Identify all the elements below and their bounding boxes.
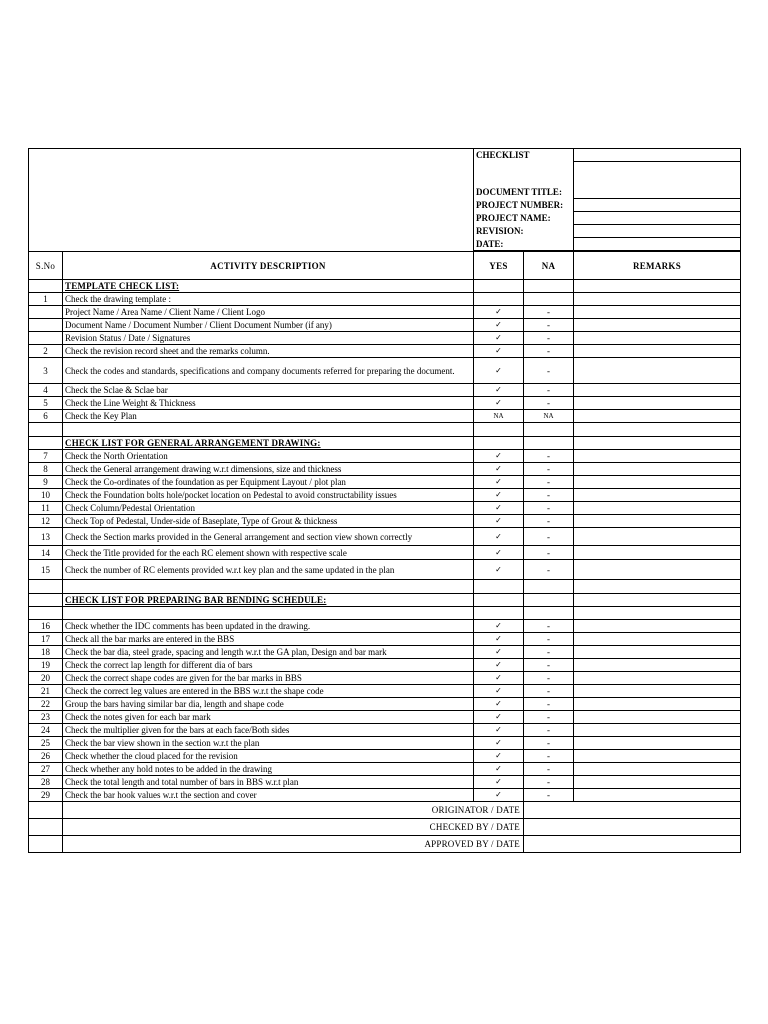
row-activity-text: Check the Sclae & Sclae bar bbox=[63, 384, 474, 397]
blank-cell bbox=[29, 607, 63, 620]
checklist-row bbox=[29, 750, 741, 763]
row-remarks-cell[interactable] bbox=[574, 646, 741, 659]
section-title: TEMPLATE CHECK LIST: bbox=[63, 280, 474, 293]
row-activity-text: Revision Status / Date / Signatures bbox=[63, 332, 474, 345]
checklist-row bbox=[29, 515, 741, 528]
blank-cell bbox=[524, 580, 574, 594]
row-yes-cell[interactable]: ✓ bbox=[474, 397, 524, 410]
checked-by-date-value[interactable] bbox=[524, 819, 741, 836]
row-yes-cell[interactable]: ✓ bbox=[474, 450, 524, 463]
row-yes-cell[interactable]: ✓ bbox=[474, 528, 524, 546]
col-yes-header: YES bbox=[474, 252, 524, 280]
section-title-row bbox=[29, 594, 741, 607]
date-value[interactable] bbox=[574, 238, 741, 251]
row-activity-text: Check the Title provided for the each RC element shown with respective scale bbox=[63, 546, 474, 560]
blank-cell bbox=[574, 594, 741, 607]
checklist-row bbox=[29, 293, 741, 306]
row-activity-text: Check whether the cloud placed for the revision bbox=[63, 750, 474, 763]
row-remarks-cell[interactable] bbox=[574, 711, 741, 724]
row-yes-cell[interactable]: ✓ bbox=[474, 776, 524, 789]
row-serial-number: 27 bbox=[29, 763, 63, 776]
row-na-cell[interactable]: - bbox=[524, 397, 574, 410]
section-title: CHECK LIST FOR PREPARING BAR BENDING SCHEDULE: bbox=[63, 594, 474, 607]
row-yes-cell[interactable]: ✓ bbox=[474, 763, 524, 776]
row-serial-number: 15 bbox=[29, 560, 63, 580]
checklist-row bbox=[29, 633, 741, 646]
row-na-cell[interactable]: - bbox=[524, 319, 574, 332]
row-na-cell[interactable]: - bbox=[524, 528, 574, 546]
row-yes-cell[interactable]: ✓ bbox=[474, 546, 524, 560]
row-yes-cell[interactable]: ✓ bbox=[474, 476, 524, 489]
checklist-row bbox=[29, 345, 741, 358]
checklist-row bbox=[29, 476, 741, 489]
signoff-row-approved bbox=[29, 836, 741, 853]
checklist-row bbox=[29, 450, 741, 463]
row-yes-cell[interactable]: ✓ bbox=[474, 620, 524, 633]
blank-cell bbox=[524, 423, 574, 437]
blank-cell bbox=[574, 437, 741, 450]
row-remarks-cell[interactable] bbox=[574, 724, 741, 737]
blank-cell bbox=[63, 607, 474, 620]
row-na-cell[interactable]: - bbox=[524, 463, 574, 476]
blank-cell bbox=[474, 437, 524, 450]
row-na-cell[interactable]: - bbox=[524, 384, 574, 397]
row-yes-cell[interactable]: ✓ bbox=[474, 332, 524, 345]
row-remarks-cell[interactable] bbox=[574, 306, 741, 319]
spacer-row bbox=[29, 423, 741, 437]
row-activity-text: Check all the bar marks are entered in the BBS bbox=[63, 633, 474, 646]
row-na-cell[interactable]: - bbox=[524, 476, 574, 489]
row-serial-number: 16 bbox=[29, 620, 63, 633]
row-na-cell[interactable]: - bbox=[524, 332, 574, 345]
checklist-row bbox=[29, 620, 741, 633]
checklist-row bbox=[29, 384, 741, 397]
row-remarks-cell[interactable] bbox=[574, 410, 741, 423]
row-na-cell[interactable]: - bbox=[524, 698, 574, 711]
header-row-checklist bbox=[29, 149, 741, 162]
row-na-cell[interactable]: - bbox=[524, 724, 574, 737]
row-remarks-cell[interactable] bbox=[574, 546, 741, 560]
row-yes-cell[interactable]: ✓ bbox=[474, 685, 524, 698]
row-yes-cell[interactable]: ✓ bbox=[474, 560, 524, 580]
row-yes-cell[interactable]: ✓ bbox=[474, 345, 524, 358]
row-serial-number bbox=[29, 319, 63, 332]
row-yes-cell[interactable]: ✓ bbox=[474, 737, 524, 750]
row-na-cell[interactable]: - bbox=[524, 633, 574, 646]
row-na-cell[interactable]: - bbox=[524, 560, 574, 580]
row-serial-number: 14 bbox=[29, 546, 63, 560]
row-na-cell[interactable]: - bbox=[524, 750, 574, 763]
row-activity-text: Check Top of Pedestal, Under-side of Baseplate, Type of Grout & thickness bbox=[63, 515, 474, 528]
row-yes-cell[interactable]: ✓ bbox=[474, 515, 524, 528]
row-activity-text: Check the multiplier given for the bars at each face/Both sides bbox=[63, 724, 474, 737]
row-activity-text: Check whether any hold notes to be added in the drawing bbox=[63, 763, 474, 776]
row-activity-text: Check the correct leg values are entered in the BBS w.r.t the shape code bbox=[63, 685, 474, 698]
checked-by-date-label: CHECKED BY / DATE bbox=[63, 819, 524, 836]
row-remarks-cell[interactable] bbox=[574, 450, 741, 463]
col-remarks-header: REMARKS bbox=[574, 252, 741, 280]
row-remarks-cell[interactable] bbox=[574, 789, 741, 802]
col-activity-header: ACTIVITY DESCRIPTION bbox=[63, 252, 474, 280]
blank-cell bbox=[524, 594, 574, 607]
row-na-cell[interactable]: NA bbox=[524, 410, 574, 423]
row-remarks-cell[interactable] bbox=[574, 476, 741, 489]
project-number-label: PROJECT NUMBER: bbox=[474, 199, 574, 212]
row-yes-cell[interactable]: ✓ bbox=[474, 750, 524, 763]
checklist-row bbox=[29, 319, 741, 332]
row-serial-number: 7 bbox=[29, 450, 63, 463]
checklist-row bbox=[29, 776, 741, 789]
row-remarks-cell[interactable] bbox=[574, 319, 741, 332]
row-yes-cell[interactable]: ✓ bbox=[474, 659, 524, 672]
document-title-value[interactable] bbox=[574, 162, 741, 199]
checklist-row bbox=[29, 724, 741, 737]
row-activity-text: Check the Foundation bolts hole/pocket location on Pedestal to avoid constructability issues bbox=[63, 489, 474, 502]
checklist-row bbox=[29, 489, 741, 502]
row-na-cell[interactable]: - bbox=[524, 789, 574, 802]
row-activity-text: Check the correct shape codes are given for the bar marks in BBS bbox=[63, 672, 474, 685]
row-yes-cell[interactable]: ✓ bbox=[474, 789, 524, 802]
row-na-cell[interactable]: - bbox=[524, 515, 574, 528]
row-yes-cell[interactable]: ✓ bbox=[474, 724, 524, 737]
row-serial-number: 5 bbox=[29, 397, 63, 410]
row-yes-cell[interactable]: ✓ bbox=[474, 711, 524, 724]
checklist-value[interactable] bbox=[574, 149, 741, 162]
row-activity-text: Check the North Orientation bbox=[63, 450, 474, 463]
checklist-row bbox=[29, 560, 741, 580]
row-serial-number: 9 bbox=[29, 476, 63, 489]
checklist-row bbox=[29, 546, 741, 560]
blank-cell bbox=[524, 607, 574, 620]
row-remarks-cell[interactable] bbox=[574, 633, 741, 646]
checklist-row bbox=[29, 306, 741, 319]
blank-cell bbox=[524, 280, 574, 293]
row-activity-text: Check the Section marks provided in the General arrangement and section view shown correctly bbox=[63, 528, 474, 546]
row-serial-number bbox=[29, 306, 63, 319]
checklist-label: CHECKLIST bbox=[474, 149, 574, 162]
row-activity-text: Check the codes and standards, specifications and company documents referred for preparing the document. bbox=[63, 358, 474, 384]
row-remarks-cell[interactable] bbox=[574, 489, 741, 502]
spacer-row bbox=[29, 580, 741, 594]
revision-value[interactable] bbox=[574, 225, 741, 238]
row-remarks-cell[interactable] bbox=[574, 659, 741, 672]
blank-cell bbox=[29, 423, 63, 437]
checklist-table bbox=[28, 148, 741, 853]
row-remarks-cell[interactable] bbox=[574, 384, 741, 397]
row-remarks-cell[interactable] bbox=[574, 345, 741, 358]
row-activity-text: Check the revision record sheet and the remarks column. bbox=[63, 345, 474, 358]
row-na-cell[interactable]: - bbox=[524, 672, 574, 685]
checklist-row bbox=[29, 332, 741, 345]
row-remarks-cell[interactable] bbox=[574, 502, 741, 515]
row-activity-text: Check the bar view shown in the section w.r.t the plan bbox=[63, 737, 474, 750]
row-activity-text: Check the Co-ordinates of the foundation as per Equipment Layout / plot plan bbox=[63, 476, 474, 489]
row-activity-text: Check whether the IDC comments has been updated in the drawing. bbox=[63, 620, 474, 633]
row-serial-number: 10 bbox=[29, 489, 63, 502]
checklist-sheet bbox=[28, 148, 740, 853]
col-na-header: NA bbox=[524, 252, 574, 280]
checklist-row bbox=[29, 763, 741, 776]
row-remarks-cell[interactable] bbox=[574, 463, 741, 476]
row-activity-text: Check the total length and total number of bars in BBS w.r.t plan bbox=[63, 776, 474, 789]
row-yes-cell[interactable]: ✓ bbox=[474, 646, 524, 659]
blank-cell bbox=[474, 594, 524, 607]
row-activity-text: Check the Key Plan bbox=[63, 410, 474, 423]
revision-label: REVISION: bbox=[474, 225, 574, 238]
row-yes-cell[interactable]: ✓ bbox=[474, 463, 524, 476]
blank-cell bbox=[474, 423, 524, 437]
row-activity-text: Check Column/Pedestal Orientation bbox=[63, 502, 474, 515]
blank-cell bbox=[574, 607, 741, 620]
blank-cell bbox=[474, 280, 524, 293]
row-activity-text: Group the bars having similar bar dia, length and shape code bbox=[63, 698, 474, 711]
signoff-row-originator bbox=[29, 802, 741, 819]
row-activity-text: Check the number of RC elements provided w.r.t key plan and the same updated in the plan bbox=[63, 560, 474, 580]
row-na-cell[interactable]: - bbox=[524, 450, 574, 463]
checklist-row bbox=[29, 397, 741, 410]
project-number-value[interactable] bbox=[574, 199, 741, 212]
row-remarks-cell[interactable] bbox=[574, 763, 741, 776]
row-serial-number bbox=[29, 332, 63, 345]
row-yes-cell[interactable] bbox=[474, 293, 524, 306]
row-serial-number: 19 bbox=[29, 659, 63, 672]
project-name-value[interactable] bbox=[574, 212, 741, 225]
row-remarks-cell[interactable] bbox=[574, 332, 741, 345]
col-sno-header: S.No bbox=[29, 252, 63, 280]
header-blank-area bbox=[29, 149, 474, 252]
checklist-row bbox=[29, 659, 741, 672]
section-title-row bbox=[29, 437, 741, 450]
blank-cell bbox=[29, 437, 63, 450]
row-activity-text: Check the correct lap length for different dia of bars bbox=[63, 659, 474, 672]
approved-by-date-label: APPROVED BY / DATE bbox=[63, 836, 524, 853]
row-remarks-cell[interactable] bbox=[574, 560, 741, 580]
row-na-cell[interactable]: - bbox=[524, 763, 574, 776]
row-yes-cell[interactable]: ✓ bbox=[474, 502, 524, 515]
row-serial-number: 11 bbox=[29, 502, 63, 515]
row-na-cell[interactable]: - bbox=[524, 646, 574, 659]
row-remarks-cell[interactable] bbox=[574, 776, 741, 789]
blank-cell bbox=[574, 280, 741, 293]
row-na-cell[interactable] bbox=[524, 293, 574, 306]
row-na-cell[interactable]: - bbox=[524, 502, 574, 515]
row-serial-number: 6 bbox=[29, 410, 63, 423]
row-activity-text: Check the bar dia, steel grade, spacing and length w.r.t the GA plan, Design and bar mark bbox=[63, 646, 474, 659]
row-remarks-cell[interactable] bbox=[574, 698, 741, 711]
section-title: CHECK LIST FOR GENERAL ARRANGEMENT DRAWING: bbox=[63, 437, 474, 450]
row-yes-cell[interactable]: ✓ bbox=[474, 672, 524, 685]
row-activity-text: Check the bar hook values w.r.t the section and cover bbox=[63, 789, 474, 802]
blank-cell bbox=[574, 423, 741, 437]
header-label-spacer bbox=[474, 162, 574, 186]
blank-cell bbox=[63, 580, 474, 594]
row-na-cell[interactable]: - bbox=[524, 620, 574, 633]
row-serial-number: 26 bbox=[29, 750, 63, 763]
row-remarks-cell[interactable] bbox=[574, 528, 741, 546]
row-na-cell[interactable]: - bbox=[524, 685, 574, 698]
date-label: DATE: bbox=[474, 238, 574, 251]
row-na-cell[interactable]: - bbox=[524, 737, 574, 750]
row-activity-text: Check the Line Weight & Thickness bbox=[63, 397, 474, 410]
column-header-row bbox=[29, 252, 741, 280]
row-serial-number: 18 bbox=[29, 646, 63, 659]
row-serial-number: 22 bbox=[29, 698, 63, 711]
row-serial-number: 13 bbox=[29, 528, 63, 546]
row-remarks-cell[interactable] bbox=[574, 620, 741, 633]
row-na-cell[interactable]: - bbox=[524, 711, 574, 724]
section-title-row bbox=[29, 280, 741, 293]
row-remarks-cell[interactable] bbox=[574, 672, 741, 685]
row-remarks-cell[interactable] bbox=[574, 358, 741, 384]
row-serial-number: 1 bbox=[29, 293, 63, 306]
checklist-row bbox=[29, 528, 741, 546]
row-yes-cell[interactable]: ✓ bbox=[474, 384, 524, 397]
project-name-label: PROJECT NAME: bbox=[474, 212, 574, 225]
row-serial-number: 25 bbox=[29, 737, 63, 750]
checklist-row bbox=[29, 698, 741, 711]
row-serial-number: 29 bbox=[29, 789, 63, 802]
document-title-label: DOCUMENT TITLE: bbox=[474, 186, 574, 199]
checklist-row bbox=[29, 672, 741, 685]
row-serial-number: 4 bbox=[29, 384, 63, 397]
row-remarks-cell[interactable] bbox=[574, 293, 741, 306]
row-activity-text: Check the drawing template : bbox=[63, 293, 474, 306]
blank-cell bbox=[574, 580, 741, 594]
blank-cell bbox=[29, 280, 63, 293]
approved-by-date-value[interactable] bbox=[524, 836, 741, 853]
row-na-cell[interactable]: - bbox=[524, 546, 574, 560]
checklist-row bbox=[29, 358, 741, 384]
row-na-cell[interactable]: - bbox=[524, 306, 574, 319]
checklist-row bbox=[29, 410, 741, 423]
blank-cell bbox=[63, 423, 474, 437]
row-serial-number: 28 bbox=[29, 776, 63, 789]
row-serial-number: 23 bbox=[29, 711, 63, 724]
checklist-row bbox=[29, 646, 741, 659]
blank-cell bbox=[474, 607, 524, 620]
blank-cell bbox=[29, 594, 63, 607]
checklist-row bbox=[29, 711, 741, 724]
row-na-cell[interactable]: - bbox=[524, 358, 574, 384]
row-yes-cell[interactable]: ✓ bbox=[474, 698, 524, 711]
checklist-row bbox=[29, 685, 741, 698]
row-remarks-cell[interactable] bbox=[574, 397, 741, 410]
row-serial-number: 12 bbox=[29, 515, 63, 528]
originator-date-label: ORIGINATOR / DATE bbox=[63, 802, 524, 819]
row-remarks-cell[interactable] bbox=[574, 685, 741, 698]
row-remarks-cell[interactable] bbox=[574, 750, 741, 763]
row-na-cell[interactable]: - bbox=[524, 659, 574, 672]
row-yes-cell[interactable]: ✓ bbox=[474, 358, 524, 384]
row-serial-number: 20 bbox=[29, 672, 63, 685]
blank-cell bbox=[474, 580, 524, 594]
row-yes-cell[interactable]: NA bbox=[474, 410, 524, 423]
checklist-row bbox=[29, 737, 741, 750]
row-serial-number: 3 bbox=[29, 358, 63, 384]
row-serial-number: 21 bbox=[29, 685, 63, 698]
row-activity-text: Check the General arrangement drawing w.r.t dimensions, size and thickness bbox=[63, 463, 474, 476]
row-activity-text: Document Name / Document Number / Client Document Number (if any) bbox=[63, 319, 474, 332]
row-na-cell[interactable]: - bbox=[524, 345, 574, 358]
checklist-row bbox=[29, 463, 741, 476]
row-yes-cell[interactable]: ✓ bbox=[474, 633, 524, 646]
row-yes-cell[interactable]: ✓ bbox=[474, 489, 524, 502]
row-yes-cell[interactable]: ✓ bbox=[474, 319, 524, 332]
blank-cell bbox=[524, 437, 574, 450]
checklist-row bbox=[29, 789, 741, 802]
row-serial-number: 24 bbox=[29, 724, 63, 737]
row-activity-text: Check the notes given for each bar mark bbox=[63, 711, 474, 724]
checklist-row bbox=[29, 502, 741, 515]
row-remarks-cell[interactable] bbox=[574, 737, 741, 750]
row-serial-number: 2 bbox=[29, 345, 63, 358]
row-serial-number: 17 bbox=[29, 633, 63, 646]
row-activity-text: Project Name / Area Name / Client Name / Client Logo bbox=[63, 306, 474, 319]
row-remarks-cell[interactable] bbox=[574, 515, 741, 528]
row-yes-cell[interactable]: ✓ bbox=[474, 306, 524, 319]
row-serial-number: 8 bbox=[29, 463, 63, 476]
signoff-row-checked bbox=[29, 819, 741, 836]
row-na-cell[interactable]: - bbox=[524, 489, 574, 502]
row-na-cell[interactable]: - bbox=[524, 776, 574, 789]
blank-cell bbox=[29, 580, 63, 594]
originator-date-value[interactable] bbox=[524, 802, 741, 819]
spacer-row bbox=[29, 607, 741, 620]
